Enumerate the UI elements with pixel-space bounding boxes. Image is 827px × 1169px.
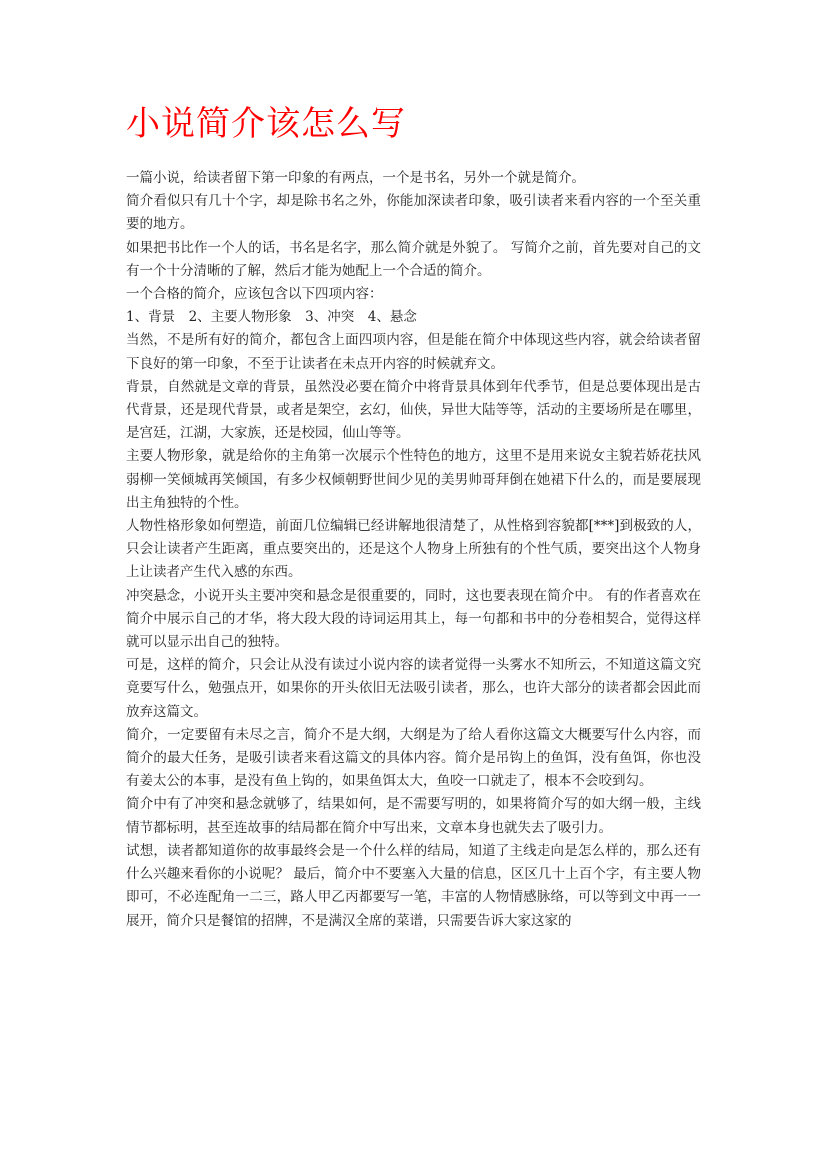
document-title: 小说简介该怎么写 [126,104,406,144]
paragraph-14: 试想，读者都知道你的故事最终会是一个什么样的结局，知道了主线走向是怎么样的，那么还有什么兴趣来看你的小说呢？ 最后，简介中不要塞入大量的信息，区区几十上百个字，有主要人物即可，不必连配角一二三，路人甲乙丙都要写一笔，丰富的人物情感脉络，可以等到文中再一一展开，简介只是餐馆的招牌，不是满汉全席的菜谱，只需要告诉大家这家的 [126,842,701,929]
paragraph-10: 冲突悬念，小说开头主要冲突和悬念是很重要的，同时，这也要表现在简介中。 有的作者喜欢在简介中展示自己的才华，将大段大段的诗词运用其上，每一句都和书中的分卷相契合，觉得这样就可以显示出自己的独特。 [126,587,701,651]
paragraph-13: 简介中有了冲突和悬念就够了，结果如何，是不需要写明的，如果将简介写的如大纲一般，主线情节都标明，甚至连故事的结局都在简介中写出来，文章本身也就失去了吸引力。 [126,796,701,836]
paragraph-2: 简介看似只有几十个字，却是除书名之外，你能加深读者印象，吸引读者来看内容的一个至关重要的地方。 [126,193,701,233]
paragraph-1: 一篇小说，给读者留下第一印象的有两点，一个是书名，另外一个就是简介。 [126,170,585,186]
document-page [126,100,701,933]
paragraph-8: 主要人物形象，就是给你的主角第一次展示个性特色的地方，这里不是用来说女主貌若娇花扶风弱柳一笑倾城再笑倾国，有多少权倾朝野世间少见的美男帅哥拜倒在她裙下什么的，而是要展现出主角独特的个性。 [126,448,701,511]
paragraph-5: 1、背景 2、主要人物形象 3、冲突 4、悬念 [126,309,417,326]
paragraph-3: 如果把书比作一个人的话，书名是名字，那么简介就是外貌了。 写简介之前，首先要对自己的文有一个十分清晰的了解，然后才能为她配上一个合适的简介。 [126,239,701,279]
paragraph-7: 背景，自然就是文章的背景，虽然没必要在简介中将背景具体到年代季节，但是总要体现出是古代背景，还是现代背景，或者是架空，玄幻，仙侠，异世大陆等等，活动的主要场所是在哪里，是宫廷，江湖，大家族，还是校园，仙山等等。 [126,378,701,442]
paragraph-4: 一个合格的简介，应该包含以下四项内容： [126,286,383,303]
paragraph-11: 可是，这样的简介，只会让从没有读过小说内容的读者觉得一头雾水不知所云，不知道这篇文究竟要写什么，勉强点开，如果你的开头依旧无法吸引读者，那么，也许大部分的读者都会因此而放弃这篇文。 [126,657,701,720]
paragraph-12: 简介，一定要留有未尽之言，简介不是大纲，大纲是为了给人看你这篇文大概要写什么内容，而简介的最大任务，是吸引读者来看这篇文的具体内容。简介是吊钩上的鱼饵，没有鱼饵，你也没有姜太公的本事，是没有鱼上钩的，如果鱼饵太大，鱼咬一口就走了，根本不会咬到勾。 [126,726,701,790]
paragraph-9: 人物性格形象如何塑造，前面几位编辑已经讲解地很清楚了，从性格到容貌都[***]到极致的人，只会让读者产生距离，重点要突出的，还是这个人物身上所独有的个性气质，要突出这个人物身上让读者产生代入感的东西。 [126,518,701,581]
paragraph-6: 当然，不是所有好的简介，都包含上面四项内容，但是能在简介中体现这些内容，就会给读者留下良好的第一印象，不至于让读者在未点开内容的时候就弃文。 [126,332,701,372]
